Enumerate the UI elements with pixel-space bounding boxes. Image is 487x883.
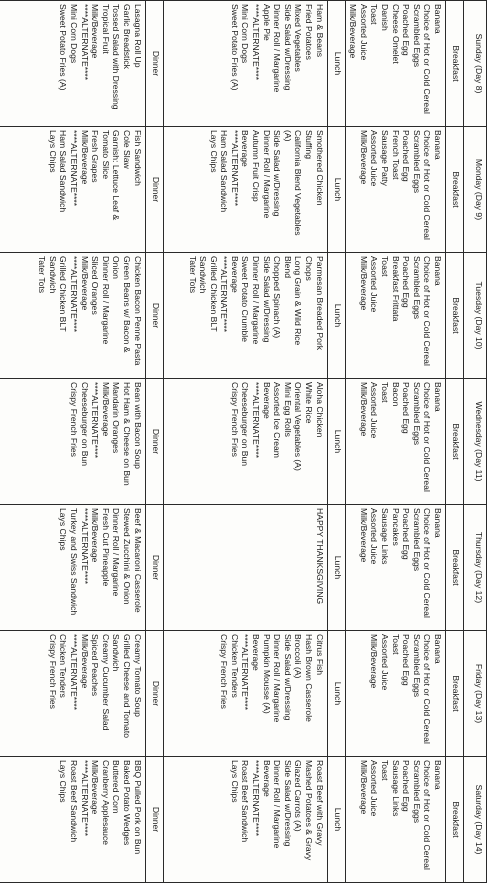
dinner-cell [0,127,145,253]
breakfast-header: Breakfast [446,505,464,631]
breakfast-cell [345,505,445,631]
day-title: Sunday (Day 8) [464,1,487,127]
breakfast-item: Assorted Juice [369,382,380,439]
dinner-item: Lasagna Roll Up [132,4,143,68]
dinner-item: Green Beans w/ Bacon & [122,256,133,353]
lunch-item: ****ALTERNATE**** [251,760,262,837]
breakfast-item: Milk/Beverage [358,382,369,437]
dinner-item: Fresh Cut Pineapple [100,508,111,587]
lunch-item: Aloha Chicken [314,382,325,438]
dinner-item: Milk/Beverage [79,256,90,311]
lunch-item: Citrus Fish [314,634,325,676]
breakfast-item: Cheese Omelet [390,4,401,64]
lunch-item: Dinner Roll / Margarine [272,634,283,723]
lunch-item: Mini Corn Dogs [240,4,251,64]
breakfast-item: Poached Egg [401,508,412,560]
breakfast-item: Assorted Juice [380,634,391,691]
breakfast-item: Scrambled Eggs [411,130,422,194]
dinner-item: Grilled Chicken BLT [58,256,69,332]
dinner-cell [0,379,145,505]
lunch-item: Oriental Vegetables (A) [293,382,304,471]
lunch-cell [163,1,327,127]
breakfast-item: Choice of Hot or Cold Cereal [422,256,433,366]
dinner-cell [0,505,145,631]
dinner-item: Dinner Roll / Margarine [100,256,111,345]
dinner-item: Roast Beef Sandwich [69,760,80,843]
dinner-header: Dinner [145,757,163,883]
lunch-item: Dinner Roll / Margarine [272,4,283,93]
lunch-item: Mashed Potatoes & Gravy [304,760,315,861]
dinner-item: Cranberry Applesauce [100,760,111,846]
dinner-item: Tomato Slice [100,130,111,180]
lunch-item: Dinner Roll / Margarine [261,130,272,219]
dinner-item: Lays Chips [58,760,69,803]
lunch-header: Lunch [327,757,345,883]
breakfast-item: Toast [380,256,391,277]
lunch-item: Lays Chips [229,760,240,803]
dinner-item: Spiced Peaches [90,634,101,697]
lunch-item: ****ALTERNATE**** [251,4,262,81]
dinner-cell [0,253,145,379]
lunch-item: ****ALTERNATE**** [229,130,240,207]
dinner-item: Baked Potato Wedges [122,760,133,846]
breakfast-header-row [446,1,464,883]
breakfast-item: Toast [380,382,391,403]
breakfast-header: Breakfast [446,757,464,883]
breakfast-item: Scrambled Eggs [411,634,422,698]
lunch-item: California Blend Vegetables [293,130,304,236]
lunch-item: Beverage [229,256,240,293]
dinner-item: Milk/Beverage [90,508,101,563]
dinner-item: Milk/Beverage [90,760,101,815]
lunch-cell [163,253,327,379]
lunch-item: Crispy French Fries [229,382,240,457]
dinner-item: Ham Salad Sandwich [58,130,69,213]
breakfast-item: Banana [433,634,443,664]
breakfast-item: Banana [433,382,443,412]
lunch-item: Fried Potatoes [304,4,315,60]
lunch-item: White Rice [304,382,315,424]
dinner-item: ****ALTERNATE**** [69,634,80,711]
dinner-item: Garlic Breadstick [122,4,133,69]
dinner-cell [0,631,145,757]
breakfast-item: Scrambled Eggs [411,256,422,320]
lunch-item: Lays Chips [208,130,219,173]
lunch-item: ****ALTERNATE**** [240,634,251,711]
breakfast-item: Toast [380,760,391,781]
lunch-item: Beverage [261,760,272,797]
dinner-item: Garnish: Lettuce Leaf & [111,130,122,221]
dinner-header: Dinner [145,631,163,757]
breakfast-item: Milk/Beverage [358,256,369,311]
dinner-item: Crispy French Fries [47,634,58,709]
lunch-item: Chops [304,256,315,281]
lunch-item: Smothered Chicken [314,130,325,206]
dinner-item: ****ALTERNATE**** [69,130,80,207]
breakfast-item: Banana [433,130,443,160]
dinner-item: Cheeseburger on Bun [79,382,90,467]
lunch-item: Beverage [251,634,262,671]
dinner-item: Hot Ham & Cheese on Bun [122,382,133,486]
dinner-item: Tropical Fruit [100,4,111,54]
lunch-item: Side Salad w/Dressing [282,634,293,721]
dinner-item: Chicken Bacon Penne Pasta [132,256,143,366]
lunch-cell [163,631,327,757]
lunch-cell [163,505,327,631]
breakfast-cell [345,253,445,379]
dinner-item: BBQ Pulled Pork on Bun [132,760,143,855]
lunch-item: ****ALTERNATE**** [219,256,230,333]
dinner-item: Sliced Oranges [90,256,101,315]
dinner-item: Beef & Macaroni Casserole [132,508,143,613]
dinner-header: Dinner [145,505,163,631]
breakfast-item: Milk/Beverage [358,760,369,815]
breakfast-item: Sausage Links [390,760,401,817]
lunch-item: Sweet Potato Fries (A) [229,4,240,91]
lunch-item: Parmesan Breaded Pork [314,256,325,351]
breakfast-item: Poached Egg [401,382,412,434]
lunch-item: Crispy French Fries [219,634,230,709]
breakfast-item: Poached Egg [401,130,412,182]
breakfast-item: Choice of Hot or Cold Cereal [422,508,433,618]
breakfast-header: Breakfast [446,379,464,505]
dinner-item: ****ALTERNATE**** [79,760,90,837]
dinner-item: Lays Chips [58,508,69,551]
breakfast-cell [345,379,445,505]
dinner-item: Creamy Tomato Soup [132,634,143,717]
lunch-item: Dinner Roll / Margarine [251,256,262,345]
dinner-item: ****ALTERNATE**** [79,508,90,585]
lunch-item: Apple Pie [261,4,272,41]
dinner-item: Fish Sandwich [132,130,143,186]
lunch-item: Glazed Carrots (A) [293,760,304,832]
dinner-header: Dinner [145,127,163,253]
lunch-item: Long Grain & Wild Rice [293,256,304,346]
breakfast-item: Scrambled Eggs [411,508,422,572]
lunch-item: HAPPY THANKSGIVING [314,508,325,605]
dinner-items-row [0,1,145,883]
breakfast-item: Choice of Hot or Cold Cereal [422,760,433,870]
lunch-item: Mixed Vegetables [293,4,304,72]
breakfast-item: Poached Egg [401,256,412,308]
lunch-item: Dinner Roll / Margarine [272,760,283,849]
breakfast-item: Poached Egg [401,4,412,56]
lunch-item: Ham & Beans [314,4,325,58]
breakfast-item: Banana [433,508,443,538]
lunch-item: (A) [282,130,293,142]
dinner-item: Fresh Grapes [90,130,101,183]
dinner-item: Sweet Potato Fries (A) [58,4,69,91]
dinner-item: Lays Chips [47,130,58,173]
breakfast-item: Milk/Beverage [358,130,369,185]
dinner-item: Bean with Bacon Soup [132,382,143,469]
lunch-cell [163,127,327,253]
breakfast-item: Banana [433,4,443,34]
breakfast-item: Toast [369,4,380,25]
dinner-item: Cole Slaw [122,130,133,169]
dinner-item: Tossed Salad with Dressing [111,4,122,110]
dinner-item: Dinner Roll / Margarine [111,508,122,597]
breakfast-item: Assorted Juice [369,256,380,313]
lunch-header: Lunch [327,631,345,757]
lunch-item: Beverage [261,382,272,419]
lunch-item: Chopped Spinach (A) [272,256,283,339]
breakfast-item: Poached Egg [401,634,412,686]
breakfast-header: Breakfast [446,631,464,757]
dinner-header: Dinner [145,1,163,127]
breakfast-item: Assorted Juice [369,760,380,817]
dinner-item: Sandwich [111,634,122,672]
lunch-item: Blend [282,256,293,278]
breakfast-item: Breakfast Frittata [390,256,401,322]
lunch-item: Beverage [240,130,251,167]
lunch-header: Lunch [327,1,345,127]
breakfast-item: Scrambled Eggs [411,382,422,446]
breakfast-item: Milk/Beverage [348,4,359,59]
lunch-item: Sweet Potato Crumble [240,256,251,342]
dinner-item: Mandarin Oranges [111,382,122,454]
lunch-item: Sandwich [198,256,209,294]
day-title: Monday (Day 9) [464,127,487,253]
lunch-cell [163,379,327,505]
dinner-item: Tater Tots [37,256,48,294]
breakfast-item: Assorted Juice [358,4,369,61]
breakfast-item: French Toast [390,130,401,180]
lunch-item: Cheeseburger on Bun [240,382,251,467]
dinner-item: Crispy French Fries [69,382,80,457]
breakfast-item: Danish [380,4,391,31]
day-title: Wednesday (Day 11) [464,379,487,505]
lunch-item: Side Salad w/Dressing [272,130,283,217]
dinner-item: Grilled Cheese and Tomato [122,634,133,738]
breakfast-item: Choice of Hot or Cold Cereal [422,130,433,240]
breakfast-item: Banana [433,256,443,286]
dinner-header: Dinner [145,253,163,379]
dinner-item: Milk/Beverage [90,4,101,59]
dinner-cell [0,1,145,127]
dinner-item: Milk/Beverage [100,382,111,437]
dinner-item: Mini Corn Dogs [69,4,80,64]
breakfast-item: Bacon [390,382,401,407]
breakfast-header: Breakfast [446,253,464,379]
dinner-item: ****ALTERNATE**** [79,4,90,81]
breakfast-item: Scrambled Eggs [411,760,422,824]
lunch-item: Broccoli (A) [293,634,304,679]
lunch-item: Mini Egg Rolls [282,382,293,437]
lunch-header: Lunch [327,505,345,631]
dinner-item: Milk/Beverage [79,130,90,185]
breakfast-header: Breakfast [446,1,464,127]
lunch-item: Chicken Tenders [229,634,240,698]
lunch-item: Pumpkin Mousse (A) [261,634,272,714]
breakfast-cell [345,1,445,127]
breakfast-cell [345,757,445,883]
breakfast-item: Assorted Juice [369,130,380,187]
breakfast-item: Poached Egg [401,760,412,812]
lunch-item: Roast Beef with Gravy [314,760,325,846]
breakfast-header: Breakfast [446,127,464,253]
breakfast-item: Pancakes [390,508,401,546]
dinner-item: Buttered Corn [111,760,122,814]
breakfast-item: Assorted Juice [369,508,380,565]
breakfast-item: Milk/Beverage [369,634,380,689]
breakfast-cell [345,127,445,253]
dinner-header: Dinner [145,379,163,505]
day-title: Friday (Day 13) [464,631,487,757]
dinner-item: Onion [111,256,122,279]
dinner-item: Creamy Cucumber Salad [100,634,111,731]
breakfast-item: Choice of Hot or Cold Cereal [422,634,433,744]
breakfast-item: Milk/Beverage [358,508,369,563]
day-title: Thursday (Day 12) [464,505,487,631]
lunch-item: Autumn Fruit Crisp [251,130,262,202]
lunch-item: Stuffing [304,130,315,159]
breakfast-item: Choice of Hot or Cold Cereal [422,382,433,492]
lunch-items-row [163,1,327,883]
lunch-item: Assorted Ice Cream [272,382,283,458]
dinner-cell [0,757,145,883]
lunch-item: Roast Beef Sandwich [240,760,251,843]
dinner-item: ****ALTERNATE**** [90,382,101,459]
lunch-header: Lunch [327,127,345,253]
lunch-item: Side Salad w/Dressing [261,256,272,343]
day-title: Tuesday (Day 10) [464,253,487,379]
lunch-item: Ham Salad Sandwich [219,130,230,213]
lunch-item: Grilled Chicken BLT [208,256,219,332]
breakfast-cell [345,631,445,757]
breakfast-item: Choice of Hot or Cold Cereal [422,4,433,114]
dinner-item: Milk/Beverage [79,634,90,689]
breakfast-item: Banana [433,760,443,790]
lunch-item: ****ALTERNATE**** [251,382,262,459]
breakfast-item: Sausage Links [380,508,391,565]
dinner-item: Sandwich [47,256,58,294]
breakfast-items-row [345,1,445,883]
lunch-item: Tater Tots [187,256,198,294]
lunch-item: Side Salad w/Dressing [282,760,293,847]
dinner-item: Turkey and Swiss Sandwich [69,508,80,616]
lunch-header: Lunch [327,379,345,505]
dinner-item: Stewed Zucchini & Onion [122,508,133,605]
dinner-item: Chicken Tenders [58,634,69,698]
dinner-item: ****ALTERNATE**** [69,256,80,333]
breakfast-item: Scrambled Eggs [411,4,422,68]
lunch-item: Hash Brown Casserole [304,634,315,722]
day-title: Saturday (Day 14) [464,757,487,883]
dinner-header-row [145,1,163,883]
lunch-header: Lunch [327,253,345,379]
day-title-row [464,1,487,883]
lunch-header-row [327,1,345,883]
breakfast-item: Toast [390,634,401,655]
breakfast-item: Sausage Patty [380,130,391,186]
lunch-item: Side Salad w/Dressing [282,4,293,91]
lunch-cell [163,757,327,883]
